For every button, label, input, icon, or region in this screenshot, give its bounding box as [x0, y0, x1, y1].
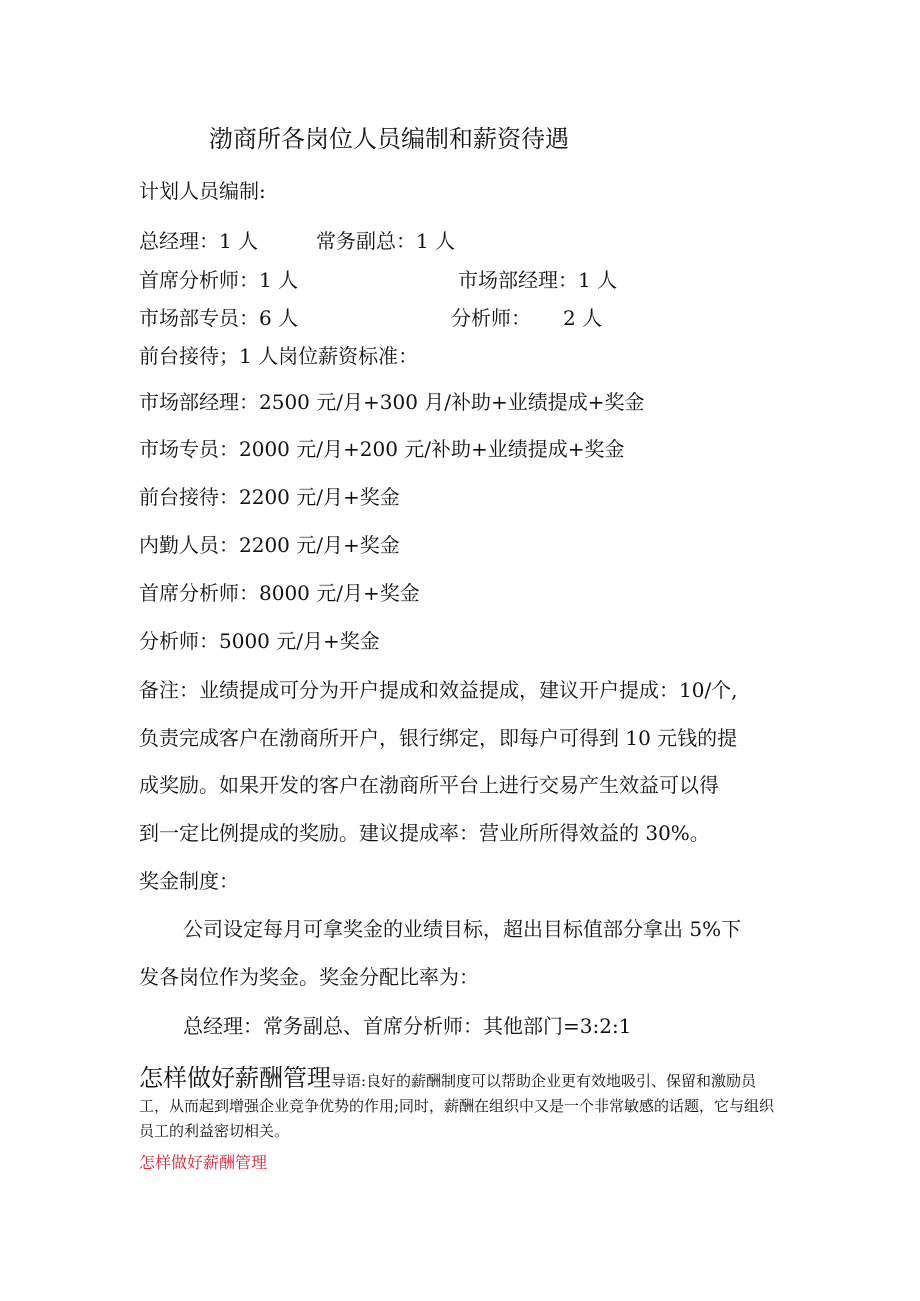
staff-market-manager: 市场部经理：1 人	[458, 268, 618, 292]
footer-link[interactable]: 怎样做好薪酬管理	[139, 1153, 268, 1172]
document-title: 渤商所各岗位人员编制和薪资待遇	[209, 125, 569, 153]
remark-line-3: 成奖励。如果开发的客户在渤商所平台上进行交易产生效益可以得	[139, 773, 719, 797]
staff-executive-deputy: 常务副总：1 人	[316, 229, 456, 253]
salary-market-specialist: 市场专员：2000 元/月+200 元/补助+业绩提成+奖金	[139, 437, 625, 461]
remark-line-1: 备注：业绩提成可分为开户提成和效益提成，建议开户提成：10/个,	[139, 678, 738, 702]
footer-title: 怎样做好薪酬管理	[139, 1064, 331, 1092]
staff-analyst-label: 分析师：	[451, 306, 531, 330]
staff-market-specialist: 市场部专员：6 人	[139, 306, 299, 330]
bonus-line-1: 公司设定每月可拿奖金的业绩目标，超出目标值部分拿出 5%下	[183, 917, 742, 941]
footer-intro: 导语:良好的薪酬制度可以帮助企业更有效地吸引、保留和激励员工，从而起到增强企业竞争优势的作用;同时，薪酬在组织中又是一个非常敏感的话题，它与组织员工的利益密切相关。	[139, 1072, 775, 1140]
footer-intro-block	[139, 1066, 784, 1144]
salary-reception: 前台接待：2200 元/月+奖金	[139, 485, 400, 509]
staff-analyst-count: 2 人	[563, 306, 603, 330]
staffing-heading: 计划人员编制:	[139, 179, 266, 203]
staff-chief-analyst: 首席分析师：1 人	[139, 268, 299, 292]
salary-analyst: 分析师：5000 元/月+奖金	[139, 629, 380, 653]
remark-line-4: 到一定比例提成的奖励。建议提成率：营业所所得效益的 30%。	[139, 821, 710, 845]
staff-general-manager: 总经理：1 人	[139, 229, 259, 253]
salary-market-manager: 市场部经理：2500 元/月+300 月/补助+业绩提成+奖金	[139, 390, 645, 414]
bonus-line-2: 发各岗位作为奖金。奖金分配比率为：	[139, 965, 479, 989]
remark-line-2: 负责完成客户在渤商所开户，银行绑定，即每户可得到 10 元钱的提	[139, 726, 738, 750]
bonus-ratio-line: 总经理：常务副总、首席分析师：其他部门=3:2:1	[183, 1014, 632, 1038]
salary-office-staff: 内勤人员：2200 元/月+奖金	[139, 533, 400, 557]
bonus-heading: 奖金制度：	[139, 869, 239, 893]
salary-chief-analyst: 首席分析师：8000 元/月+奖金	[139, 581, 420, 605]
reception-and-salary-heading: 前台接待；1 人岗位薪资标准：	[139, 344, 419, 368]
